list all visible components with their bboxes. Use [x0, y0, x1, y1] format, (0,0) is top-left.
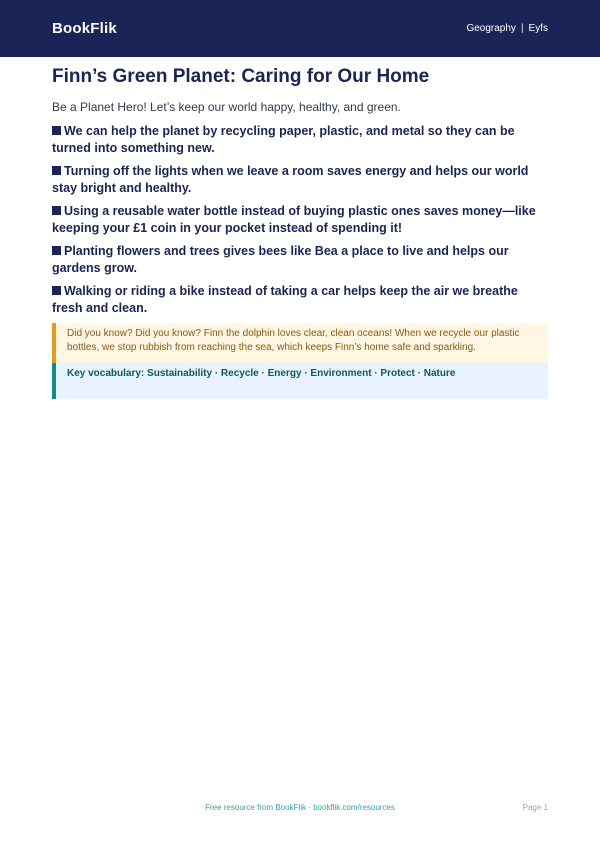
bullet-text: We can help the planet by recycling paper, plastic, and metal so they can be turned into something new.	[52, 124, 515, 155]
meta-separator: |	[520, 23, 524, 34]
bullet-text: Using a reusable water bottle instead of buying plastic ones saves money—like keeping your £1 coin in your pocket instead of spending it!	[52, 204, 536, 235]
bullet-item	[52, 163, 548, 197]
bullet-item	[52, 283, 548, 317]
subject-label: Geography	[466, 23, 516, 34]
main-content	[52, 66, 548, 399]
bullet-item	[52, 203, 548, 237]
page-footer	[52, 803, 548, 815]
bullet-item	[52, 243, 548, 277]
square-bullet-icon	[52, 206, 61, 215]
key-vocabulary-box: Key vocabulary: Sustainability · Recycle · Energy · Environment · Protect · Nature	[52, 363, 548, 399]
header-meta	[466, 23, 548, 34]
square-bullet-icon	[52, 166, 61, 175]
footer-resource-link[interactable]: Free resource from BookFlik · bookflik.com/resources	[205, 803, 395, 812]
page-number: Page 1	[522, 803, 548, 812]
bullet-list	[52, 123, 548, 317]
square-bullet-icon	[52, 246, 61, 255]
did-you-know-callout: Did you know? Did you know? Finn the dolphin loves clear, clean oceans! When we recycle our plastic bottles, we stop rubbish from reaching the sea, which keeps Finn’s home safe and sparkling.	[52, 323, 548, 363]
bullet-text: Planting flowers and trees gives bees like Bea a place to live and helps our gardens grow.	[52, 244, 509, 275]
bullet-text: Walking or riding a bike instead of taking a car helps keep the air we breathe fresh and clean.	[52, 284, 518, 315]
page-subtitle: Be a Planet Hero! Let’s keep our world happy, healthy, and green.	[52, 100, 401, 114]
level-label: Eyfs	[528, 23, 548, 34]
bullet-text: Turning off the lights when we leave a room saves energy and helps our world stay bright and healthy.	[52, 164, 529, 195]
bullet-item	[52, 123, 548, 157]
square-bullet-icon	[52, 126, 61, 135]
page-header	[0, 0, 600, 57]
square-bullet-icon	[52, 286, 61, 295]
page-title: Finn’s Green Planet: Caring for Our Home	[52, 66, 430, 87]
brand-logo[interactable]: BookFlik	[52, 20, 117, 37]
